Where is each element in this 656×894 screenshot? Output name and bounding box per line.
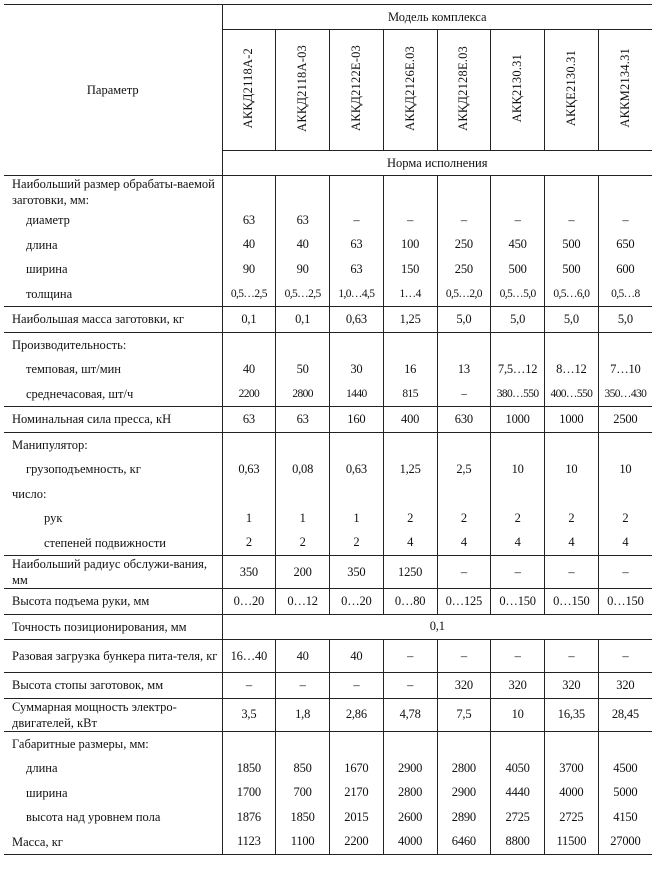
table-cell: 0…150 [545,589,599,615]
table-cell: 16,35 [545,698,599,731]
table-cell: 0…80 [383,589,437,615]
row-label: высота над уровнем пола [26,810,161,825]
table-cell [330,482,384,507]
table-cell: 0,5…2,5 [276,282,330,307]
row-label: Наибольшая масса заготовки, кг [4,307,222,333]
table-cell: 7…10 [598,357,652,382]
table-row [4,589,652,615]
table-cell: 650 [598,233,652,258]
table-row [4,282,652,307]
table-cell: 0,1 [222,307,276,333]
table-cell: 90 [222,257,276,282]
table-cell [545,731,599,756]
table-cell: 0…125 [437,589,491,615]
table-cell: 400…550 [545,382,599,407]
table-row [4,805,652,830]
table-cell: 4 [491,531,545,556]
table-cell [383,731,437,756]
table-cell: – [491,640,545,673]
table-cell: 28,45 [598,698,652,731]
table-cell: 3,5 [222,698,276,731]
table-cell: 4000 [545,781,599,806]
row-label: Разовая загрузка бункера пита-теля, кг [4,640,222,673]
table-cell: – [545,640,599,673]
table-cell [383,176,437,209]
table-cell: 13 [437,357,491,382]
table-cell: 0,08 [276,457,330,482]
table-cell: 0,5…2,5 [222,282,276,307]
row-label: толщина [4,282,222,307]
table-cell: 63 [276,208,330,233]
table-cell: 63 [222,407,276,433]
table-cell: 5,0 [598,307,652,333]
table-cell: 2890 [437,805,491,830]
row-label: Суммарная мощность электро-двигателей, кВт [4,698,222,731]
table-cell [383,332,437,357]
table-cell [437,432,491,457]
table-cell [276,432,330,457]
table-row [4,357,652,382]
table-cell: 2,5 [437,457,491,482]
table-cell: 0…150 [598,589,652,615]
model-name: АКҚД2122Е-03 [330,30,384,151]
table-cell: 8800 [491,830,545,855]
table-cell [330,432,384,457]
table-cell: 2800 [276,382,330,407]
table-row [4,830,652,855]
table-cell: 2 [598,506,652,531]
table-cell: 1850 [222,756,276,781]
table-cell: 2500 [598,407,652,433]
table-cell: 16…40 [222,640,276,673]
table-cell [545,332,599,357]
table-cell: – [491,208,545,233]
table-cell: 0,63 [330,307,384,333]
table-cell: 11500 [545,830,599,855]
table-row [4,382,652,407]
table-cell [276,332,330,357]
table-cell: – [437,382,491,407]
table-cell: – [545,556,599,589]
table-cell: 1,0…4,5 [330,282,384,307]
table-body [4,176,652,855]
table-cell: 1 [222,506,276,531]
table-cell: 400 [383,407,437,433]
table-cell: 7,5 [437,698,491,731]
table-cell [222,432,276,457]
table-cell: 40 [276,233,330,258]
table-cell: 0,63 [330,457,384,482]
table-cell [276,176,330,209]
table-cell [491,332,545,357]
table-cell: 850 [276,756,330,781]
table-cell: 0,5…8 [598,282,652,307]
table-cell: 16 [383,357,437,382]
table-cell: 2 [330,531,384,556]
table-cell: 0,5…2,0 [437,282,491,307]
table-cell: 2 [222,531,276,556]
table-cell: 4 [598,531,652,556]
table-cell: 7,5…12 [491,357,545,382]
table-cell: 2900 [383,756,437,781]
table-cell: 10 [491,698,545,731]
table-cell: 10 [545,457,599,482]
row-label: степеней подвижности [4,531,222,556]
table-row [4,332,652,357]
table-row [4,698,652,731]
table-row [4,614,652,640]
table-cell: 380…550 [491,382,545,407]
table-cell: 40 [222,357,276,382]
table-row [4,640,652,673]
table-cell [545,432,599,457]
table-cell: 1,25 [383,307,437,333]
table-cell: – [383,673,437,699]
table-cell: 1 [276,506,330,531]
table-cell: 320 [545,673,599,699]
table-cell [598,482,652,507]
table-cell: 0,1 [276,307,330,333]
row-label: число: [12,486,47,501]
spec-table [4,4,652,855]
row-label: Номинальная сила пресса, кН [4,407,222,433]
table-cell: 0,5…6,0 [545,282,599,307]
table-row [4,307,652,333]
model-header: Модель комплекса [222,5,652,30]
table-cell: 40 [276,640,330,673]
table-cell: 0…20 [222,589,276,615]
table-row [4,432,652,457]
row-label: Масса, кг [4,830,222,855]
table-cell: 250 [437,257,491,282]
table-cell: 1123 [222,830,276,855]
table-cell: 1250 [383,556,437,589]
table-cell: 63 [330,233,384,258]
table-cell: 1700 [222,781,276,806]
table-row [4,457,652,482]
table-cell: – [276,673,330,699]
table-cell: 2 [545,506,599,531]
table-cell: 0,63 [222,457,276,482]
table-cell: 40 [330,640,384,673]
table-cell: 4000 [383,830,437,855]
table-cell: 3700 [545,756,599,781]
table-cell: 2725 [545,805,599,830]
table-cell [437,731,491,756]
table-cell: 350 [330,556,384,589]
row-label: диаметр [26,213,70,228]
table-cell [598,731,652,756]
table-cell [222,176,276,209]
table-row [4,781,652,806]
table-cell: – [437,208,491,233]
table-cell: 2 [437,506,491,531]
table-row [4,233,652,258]
table-cell [330,731,384,756]
table-cell [276,482,330,507]
row-label: Высота стопы заготовок, мм [4,673,222,699]
model-name: АКҚД2118А-03 [276,30,330,151]
table-cell: 500 [491,257,545,282]
table-cell: 1…4 [383,282,437,307]
table-cell: 250 [437,233,491,258]
table-cell: 2 [491,506,545,531]
norm-header: Норма исполнения [222,151,652,176]
table-cell: – [330,673,384,699]
table-cell: 0,1 [222,614,652,640]
row-label: Наибольший радиус обслужи-вания, мм [4,556,222,589]
table-cell: – [330,208,384,233]
table-cell: 90 [276,257,330,282]
table-cell [437,332,491,357]
model-name: АКҚД2126Е.03 [383,30,437,151]
table-cell: 450 [491,233,545,258]
table-cell: 63 [222,208,276,233]
table-cell: 2 [383,506,437,531]
table-cell: 500 [545,257,599,282]
table-cell: 2800 [383,781,437,806]
row-label: Габаритные размеры, мм: [12,736,149,751]
model-name: АКҚД2128Е.03 [437,30,491,151]
row-label: Высота подъема руки, мм [4,589,222,615]
table-cell [383,432,437,457]
table-cell: 2900 [437,781,491,806]
table-cell [491,482,545,507]
table-cell: 5,0 [491,307,545,333]
table-cell: 4440 [491,781,545,806]
table-cell [598,176,652,209]
table-cell: 320 [437,673,491,699]
table-cell: 1000 [545,407,599,433]
table-cell: 500 [545,233,599,258]
table-cell: 10 [491,457,545,482]
table-cell: 2015 [330,805,384,830]
table-cell: 8…12 [545,357,599,382]
table-cell: – [598,556,652,589]
row-label: Производительность: [12,337,127,352]
table-cell: 2800 [437,756,491,781]
table-cell: 1,25 [383,457,437,482]
row-label: Манипулятор: [12,437,88,452]
model-name: АКҚД2118А-2 [222,30,276,151]
table-cell: 5,0 [545,307,599,333]
table-cell: 2200 [222,382,276,407]
table-cell: 63 [330,257,384,282]
table-cell: 63 [276,407,330,433]
table-cell: – [437,556,491,589]
table-cell: 5000 [598,781,652,806]
table-cell [491,731,545,756]
table-row [4,482,652,507]
row-label: длина [26,237,58,252]
table-cell [491,176,545,209]
row-label: Точность позиционирования, мм [4,614,222,640]
table-cell: 320 [491,673,545,699]
table-row [4,673,652,699]
table-cell: 4150 [598,805,652,830]
table-row [4,556,652,589]
table-cell: 10 [598,457,652,482]
table-row [4,756,652,781]
table-cell: 320 [598,673,652,699]
row-label: ширина [26,262,68,277]
table-cell [276,731,330,756]
table-cell: 1100 [276,830,330,855]
table-cell [437,482,491,507]
table-cell: 0…150 [491,589,545,615]
table-cell: 5,0 [437,307,491,333]
table-cell: 2 [276,531,330,556]
table-cell [330,176,384,209]
table-cell [383,482,437,507]
table-cell: 27000 [598,830,652,855]
table-row [4,257,652,282]
table-cell [222,482,276,507]
table-cell: – [598,208,652,233]
table-cell: 600 [598,257,652,282]
row-label: Наибольший размер обрабаты-ваемой заготовки, мм: [12,177,215,207]
table-cell: 200 [276,556,330,589]
table-cell: – [491,556,545,589]
table-cell [491,432,545,457]
table-cell: 100 [383,233,437,258]
table-cell [222,731,276,756]
table-cell: – [383,640,437,673]
table-cell: 2600 [383,805,437,830]
table-cell: 150 [383,257,437,282]
table-cell: 4 [545,531,599,556]
table-cell: 1850 [276,805,330,830]
table-cell: 0…20 [330,589,384,615]
table-cell: 1000 [491,407,545,433]
table-cell: 1,8 [276,698,330,731]
row-label: длина [26,761,58,776]
table-cell: 1670 [330,756,384,781]
table-cell: 0…12 [276,589,330,615]
table-cell: – [437,640,491,673]
table-cell: 350…430 [598,382,652,407]
table-cell: – [598,640,652,673]
table-row [4,176,652,209]
param-header: Параметр [4,5,222,176]
table-cell: 1 [330,506,384,531]
table-cell: 1440 [330,382,384,407]
table-cell: 0,5…5,0 [491,282,545,307]
table-cell: 4500 [598,756,652,781]
table-row [4,208,652,233]
table-cell: 700 [276,781,330,806]
table-cell [545,176,599,209]
model-name: АКҚ2130.31 [491,30,545,151]
table-row [4,506,652,531]
row-label: темповая, шт/мин [26,362,121,377]
row-label: среднечасовая, шт/ч [4,382,222,407]
table-cell: 4 [383,531,437,556]
table-cell [330,332,384,357]
table-cell: 630 [437,407,491,433]
table-cell: 4,78 [383,698,437,731]
table-cell: 2725 [491,805,545,830]
table-cell: 350 [222,556,276,589]
model-name: АКҚЕ2130.31 [545,30,599,151]
row-label: рук [44,511,63,526]
table-cell: 2,86 [330,698,384,731]
table-cell: 50 [276,357,330,382]
table-cell: 4 [437,531,491,556]
table-row [4,407,652,433]
table-cell: 40 [222,233,276,258]
table-cell: 4050 [491,756,545,781]
table-cell: 815 [383,382,437,407]
table-cell: – [222,673,276,699]
table-row [4,531,652,556]
table-cell: 160 [330,407,384,433]
model-name: АККМ2134.31 [598,30,652,151]
table-cell: 1876 [222,805,276,830]
table-cell [598,332,652,357]
table-cell: 2200 [330,830,384,855]
table-cell [598,432,652,457]
table-cell [437,176,491,209]
table-cell: 30 [330,357,384,382]
table-cell: – [383,208,437,233]
row-label: грузоподъемность, кг [26,462,141,477]
row-label: ширина [26,785,68,800]
table-cell: – [545,208,599,233]
table-cell [545,482,599,507]
table-cell [222,332,276,357]
table-row [4,731,652,756]
table-cell: 6460 [437,830,491,855]
table-cell: 2170 [330,781,384,806]
